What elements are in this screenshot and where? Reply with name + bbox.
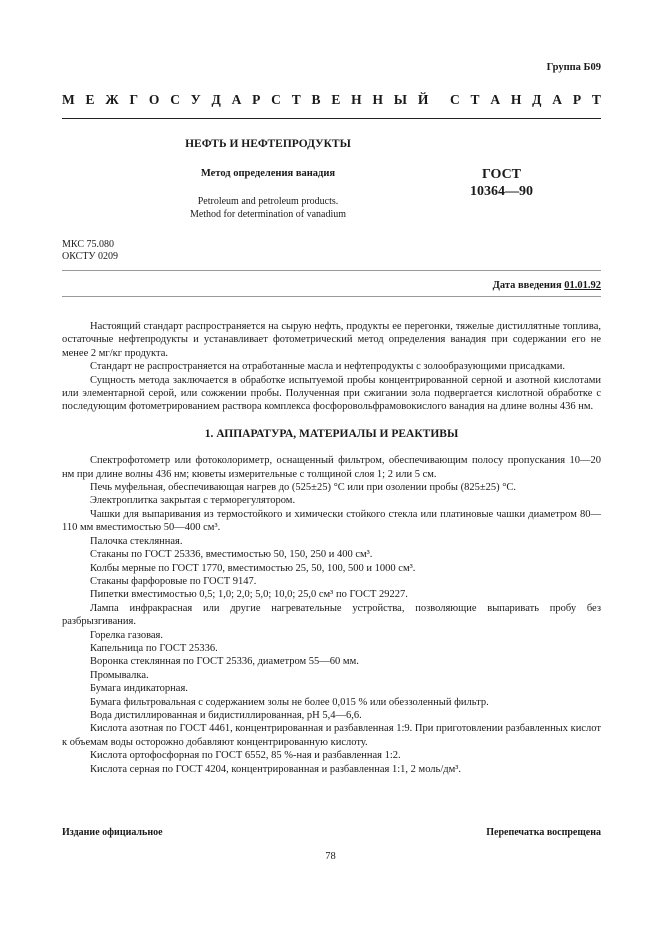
list-item: Чашки для выпаривания из термостойкого и химически стойкого стекла или платиновые чашки диаметром 80—110 мм вместимостью 50—400 см³. <box>62 508 601 534</box>
document-title: НЕФТЬ И НЕФТЕПРОДУКТЫ <box>185 138 351 150</box>
english-title <box>148 195 388 221</box>
classification-codes <box>62 239 118 263</box>
mks-code: МКС 75.080 <box>62 239 114 250</box>
gost-number: 10364—90 <box>470 184 533 199</box>
banner-letter: В <box>311 92 321 107</box>
list-item: Капельница по ГОСТ 25336. <box>90 642 218 654</box>
banner-letter: Ж <box>105 92 119 107</box>
intro-paragraph: Стандарт не распространяется на отработанные масла и нефтепродукты с золообразующими присадками. <box>90 361 565 373</box>
banner-letter: Е <box>331 92 341 107</box>
list-item: Спектрофотометр или фотоколориметр, оснащенный фильтром, обеспечивающим полосу пропускания 10—20 нм при длине волны 436 нм; кюветы измерительные с толщиной слоя 1; 2 или 5 см. <box>62 455 601 480</box>
banner-letter: Д <box>211 92 221 107</box>
banner-letter: Г <box>129 92 139 107</box>
banner-letter: Ы <box>393 92 408 107</box>
list-item: Кислота азотная по ГОСТ 4461, концентрированная и разбавленная 1:9. При приготовлении разбавленных кислот к объемам воды осторожно добавляют концентрированную кислоту. <box>62 723 601 748</box>
standard-banner <box>62 92 601 108</box>
banner-letter: Н <box>372 92 383 107</box>
date-rule <box>62 296 601 297</box>
banner-letter: У <box>190 92 201 107</box>
english-title-line2: Method for determination of vanadium <box>189 209 347 220</box>
banner-letter: Й <box>417 92 429 107</box>
intro-paragraph: Сущность метода заключается в обработке испытуемой пробы концентрированной серной и азотной кислотами или элементарной серой, или сожжении пробы. Полученная при сжигании зола подвергается кислотной обработке с последующим фотометрированием раствора комплекса фосфоровольфрамовокислого ванадия на длине волны 436 нм. <box>62 374 601 413</box>
middle-rule <box>62 270 601 271</box>
group-code: Группа Б09 <box>546 62 601 73</box>
date-label: Дата введения <box>492 280 565 291</box>
banner-letter: М <box>62 92 75 107</box>
list-item: Воронка стеклянная по ГОСТ 25336, диаметром 55—60 мм. <box>90 656 359 668</box>
banner-letter: Т <box>291 92 301 107</box>
list-item: Бумага фильтровальная с содержанием золы не более 0,015 % или обеззоленный фильтр. <box>90 696 489 708</box>
top-rule <box>62 118 601 119</box>
list-item: Колбы мерные по ГОСТ 1770, вместимостью 25, 50, 100, 500 и 1000 см³. <box>90 562 416 574</box>
banner-letter: А <box>231 92 242 107</box>
banner-letter: А <box>552 92 563 107</box>
page-number: 78 <box>325 851 336 862</box>
reprint-prohibited-note: Перепечатка воспрещена <box>486 827 601 838</box>
list-item: Кислота серная по ГОСТ 4204, концентрированная и разбавленная 1:1, 2 моль/дм³. <box>90 763 462 775</box>
banner-letter: Н <box>351 92 362 107</box>
banner-letter: О <box>148 92 160 107</box>
list-item: Бумага индикаторная. <box>90 683 188 695</box>
title-block <box>148 138 388 221</box>
banner-letter: Н <box>510 92 522 107</box>
banner-letter: С <box>170 92 180 107</box>
banner-letter: Д <box>532 92 542 107</box>
list-item: Промывалка. <box>90 669 149 681</box>
document-body <box>62 320 601 776</box>
introduction-date <box>493 280 601 291</box>
banner-letter: Е <box>85 92 95 107</box>
list-item: Пипетки вместимостью 0,5; 1,0; 2,0; 5,0; 10,0; 25,0 см³ по ГОСТ 29227. <box>90 589 408 601</box>
list-item: Кислота ортофосфорная по ГОСТ 6552, 85 %-ная и разбавленная 1:2. <box>90 750 401 762</box>
intro-paragraph: Настоящий стандарт распространяется на сырую нефть, продукты ее перегонки, тяжелые дистиллятные топлива, остаточные нефтепродукты и устанавливает фотометрический метод определения ванадия при содержании его не менее 2 мг/кг продукта. <box>62 321 601 359</box>
document-subtitle: Метод определения ванадия <box>200 168 336 179</box>
list-item: Вода дистиллированная и бидистиллированная, рН 5,4—6,6. <box>90 709 362 721</box>
banner-letter: Р <box>572 92 582 107</box>
section-heading: 1. АППАРАТУРА, МАТЕРИАЛЫ И РЕАКТИВЫ <box>204 427 459 440</box>
banner-letter: Т <box>470 92 480 107</box>
list-item: Палочка стеклянная. <box>90 535 183 547</box>
list-item: Стаканы по ГОСТ 25336, вместимостью 50, 150, 250 и 400 см³. <box>90 549 373 561</box>
banner-letter: С <box>449 92 460 107</box>
banner-letter: А <box>490 92 501 107</box>
list-item: Лампа инфракрасная или другие нагревательные устройства, позволяющие выпаривать пробу без разбрызгивания. <box>62 602 601 628</box>
list-item: Горелка газовая. <box>90 629 164 641</box>
list-item: Стаканы фарфоровые по ГОСТ 9147. <box>90 575 257 587</box>
gost-label: ГОСТ <box>481 167 522 182</box>
banner-letter: Т <box>591 92 601 107</box>
list-item: Печь муфельная, обеспечивающая нагрев до (525±25) °С или при озолении пробы (825±25) °С. <box>90 482 517 494</box>
english-title-line1: Petroleum and petroleum products. <box>197 196 339 207</box>
date-value: 01.01.92 <box>564 280 601 291</box>
list-item: Электроплитка закрытая с терморегулятором. <box>90 495 296 507</box>
banner-letter: С <box>271 92 281 107</box>
gost-designation <box>470 166 533 200</box>
official-edition-note: Издание официальное <box>62 827 163 838</box>
banner-letter: Р <box>252 92 261 107</box>
okstu-code: ОКСТУ 0209 <box>62 251 119 262</box>
